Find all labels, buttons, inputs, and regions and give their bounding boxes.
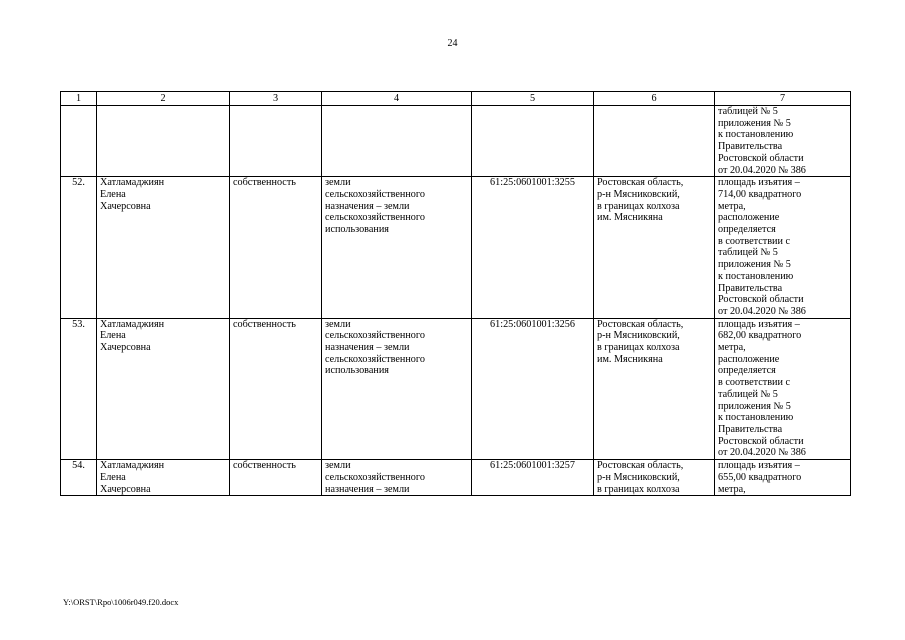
note-line: метра, xyxy=(718,200,746,212)
category-line: сельскохозяйственного xyxy=(325,471,425,483)
category-cell xyxy=(322,177,472,318)
owner-cell xyxy=(97,177,230,318)
document-file-path: Y:\ORST\Rpo\1006r049.f20.docx xyxy=(63,597,179,607)
location-line: Ростовская область, xyxy=(597,460,684,472)
row-number: 53. xyxy=(61,318,97,459)
category-line: назначения – земли xyxy=(325,483,410,495)
location-line: им. Мясникяна xyxy=(597,353,663,365)
owner-line: Елена xyxy=(100,330,126,342)
category-line: назначения – земли xyxy=(325,342,410,354)
row-number: 52. xyxy=(61,177,97,318)
location-cell xyxy=(594,460,715,496)
note-line: приложения № 5 xyxy=(718,259,791,271)
note-line: от 20.04.2020 № 386 xyxy=(718,305,806,317)
note-line: таблицей № 5 xyxy=(718,247,778,259)
category-line: использования xyxy=(325,365,389,377)
location-cell xyxy=(594,318,715,459)
note-line: приложения № 5 xyxy=(718,117,791,129)
category-cell xyxy=(322,460,472,496)
note-line: Правительства xyxy=(718,141,783,153)
category-line: сельскохозяйственного xyxy=(325,212,425,224)
empty-cell xyxy=(472,106,594,177)
empty-cell xyxy=(97,106,230,177)
owner-line: Хачерсовна xyxy=(100,483,151,495)
category-line: сельскохозяйственного xyxy=(325,188,425,200)
note-cell xyxy=(715,460,851,496)
page-number: 24 xyxy=(447,38,458,49)
note-line: в соответствии с xyxy=(718,235,790,247)
note-line: Ростовской области xyxy=(718,152,804,164)
location-line: в границах колхоза xyxy=(597,483,680,495)
location-line: им. Мясникяна xyxy=(597,212,663,224)
note-line: 655,00 квадратного xyxy=(718,471,802,483)
note-line: к постановлению xyxy=(718,129,794,141)
owner-line: Елена xyxy=(100,471,126,483)
note-line: площадь изъятия – xyxy=(718,460,800,472)
note-line: от 20.04.2020 № 386 xyxy=(718,447,806,459)
category-line: сельскохозяйственного xyxy=(325,353,425,365)
column-header-4: 4 xyxy=(322,92,472,106)
owner-cell xyxy=(97,460,230,496)
note-line: Ростовской области xyxy=(718,294,804,306)
note-line: метра, xyxy=(718,483,746,495)
location-line: в границах колхоза xyxy=(597,200,680,212)
note-cell xyxy=(715,177,851,318)
note-line: в соответствии с xyxy=(718,377,790,389)
row-number: 54. xyxy=(61,460,97,496)
note-line: площадь изъятия – xyxy=(718,318,800,330)
column-header-6: 6 xyxy=(594,92,715,106)
empty-cell xyxy=(230,106,322,177)
note-line: определяется xyxy=(718,224,776,236)
land-plots-table xyxy=(60,91,851,496)
continuation-note xyxy=(715,106,851,177)
note-line: 682,00 квадратного xyxy=(718,330,802,342)
owner-line: Елена xyxy=(100,188,126,200)
owner-line: Хачерсовна xyxy=(100,200,151,212)
note-line: расположение xyxy=(718,212,780,224)
note-line: определяется xyxy=(718,365,776,377)
note-line: расположение xyxy=(718,353,780,365)
column-header-2: 2 xyxy=(97,92,230,106)
category-cell xyxy=(322,318,472,459)
category-line: использования xyxy=(325,224,389,236)
table-clip xyxy=(60,91,852,588)
note-line: Правительства xyxy=(718,423,783,435)
column-header-3: 3 xyxy=(230,92,322,106)
table-row xyxy=(61,318,851,459)
location-line: Ростовская область, xyxy=(597,177,684,189)
owner-line: Хатламаджиян xyxy=(100,460,165,472)
note-line: Правительства xyxy=(718,282,783,294)
table-header-row xyxy=(61,92,851,106)
category-line: земли xyxy=(325,460,351,472)
column-header-1: 1 xyxy=(61,92,97,106)
location-line: в границах колхоза xyxy=(597,342,680,354)
category-line: сельскохозяйственного xyxy=(325,330,425,342)
owner-line: Хачерсовна xyxy=(100,342,151,354)
note-line: 714,00 квадратного xyxy=(718,188,802,200)
note-line: приложения № 5 xyxy=(718,400,791,412)
location-line: Ростовская область, xyxy=(597,318,684,330)
note-line: метра, xyxy=(718,342,746,354)
right-cell: собственность xyxy=(230,318,322,459)
note-line: таблицей № 5 xyxy=(718,388,778,400)
right-cell: собственность xyxy=(230,177,322,318)
location-line: р-н Мясниковский, xyxy=(597,471,680,483)
empty-cell xyxy=(322,106,472,177)
cadastral-number: 61:25:0601001:3256 xyxy=(472,318,594,459)
note-line: к постановлению xyxy=(718,412,794,424)
cadastral-number: 61:25:0601001:3257 xyxy=(472,460,594,496)
note-cell xyxy=(715,318,851,459)
category-line: земли xyxy=(325,177,351,189)
empty-cell xyxy=(594,106,715,177)
owner-line: Хатламаджиян xyxy=(100,318,165,330)
note-line: к постановлению xyxy=(718,270,794,282)
note-line: таблицей № 5 xyxy=(718,106,778,117)
table-row xyxy=(61,460,851,496)
note-line: от 20.04.2020 № 386 xyxy=(718,164,806,176)
right-cell: собственность xyxy=(230,460,322,496)
column-header-5: 5 xyxy=(472,92,594,106)
note-line: площадь изъятия – xyxy=(718,177,800,189)
cadastral-number: 61:25:0601001:3255 xyxy=(472,177,594,318)
table-row xyxy=(61,177,851,318)
category-line: земли xyxy=(325,318,351,330)
continuation-row xyxy=(61,106,851,177)
note-line: Ростовской области xyxy=(718,435,804,447)
location-line: р-н Мясниковский, xyxy=(597,330,680,342)
category-line: назначения – земли xyxy=(325,200,410,212)
column-header-7: 7 xyxy=(715,92,851,106)
empty-cell xyxy=(61,106,97,177)
location-cell xyxy=(594,177,715,318)
owner-line: Хатламаджиян xyxy=(100,177,165,189)
location-line: р-н Мясниковский, xyxy=(597,188,680,200)
owner-cell xyxy=(97,318,230,459)
